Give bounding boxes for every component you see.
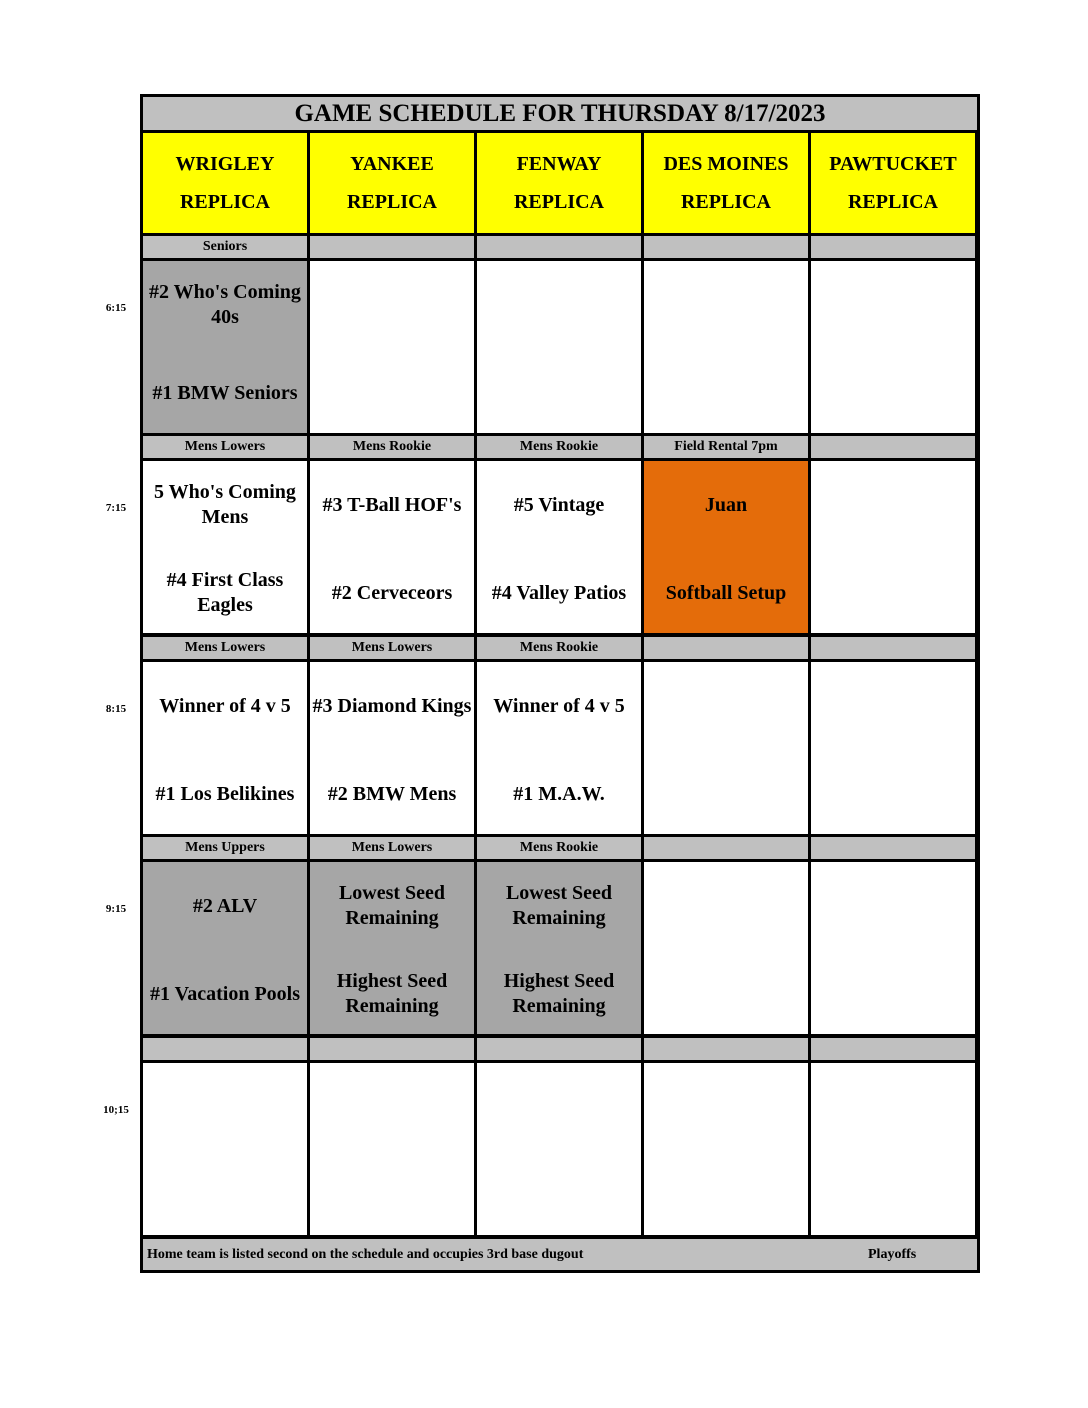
time-label: 10;15 xyxy=(103,1104,129,1116)
home-team: #1 M.A.W. xyxy=(513,782,605,805)
division-label: Mens Lowers xyxy=(143,637,307,659)
home-team xyxy=(811,1157,975,1233)
game-cell xyxy=(644,461,808,633)
home-team xyxy=(644,355,808,431)
game-cell xyxy=(811,261,975,433)
division-label xyxy=(811,436,975,458)
home-team xyxy=(644,756,808,832)
game-cell xyxy=(811,1063,975,1235)
game-cell xyxy=(143,261,307,433)
schedule-title: GAME SCHEDULE FOR THURSDAY 8/17/2023 xyxy=(143,97,977,130)
game-cell xyxy=(644,261,808,433)
field-type: REPLICA xyxy=(680,191,771,213)
away-team: #2 Who's Coming 40s xyxy=(149,281,301,328)
schedule-table xyxy=(140,94,980,1273)
game-cell xyxy=(143,461,307,633)
time-label: 6:15 xyxy=(105,302,127,314)
away-team xyxy=(477,267,641,343)
field-type: REPLICA xyxy=(847,191,938,213)
field-name: FENWAY xyxy=(516,153,602,175)
away-team: Lowest Seed Remaining xyxy=(505,882,613,929)
game-cell xyxy=(310,662,474,834)
away-team xyxy=(644,1069,808,1145)
home-team: #4 Valley Patios xyxy=(491,581,627,604)
division-label xyxy=(310,236,474,258)
away-team xyxy=(811,267,975,343)
home-team xyxy=(310,1157,474,1233)
game-cell xyxy=(143,1063,307,1235)
away-team xyxy=(310,267,474,343)
home-team-note: Home team is listed second on the schedule and occupies 3rd base dugout xyxy=(147,1246,584,1262)
division-label xyxy=(811,637,975,659)
home-team: #1 BMW Seniors xyxy=(152,381,298,404)
game-cell xyxy=(310,862,474,1034)
game-cell xyxy=(644,662,808,834)
field-type: REPLICA xyxy=(346,191,437,213)
playoffs-label: Playoffs xyxy=(868,1246,917,1262)
home-team xyxy=(310,355,474,431)
home-team: Highest Seed Remaining xyxy=(336,970,448,1017)
division-label xyxy=(477,236,641,258)
away-team xyxy=(143,1069,307,1145)
footer-bar xyxy=(143,1239,977,1270)
game-cell xyxy=(811,662,975,834)
game-cell xyxy=(477,862,641,1034)
home-team xyxy=(477,1157,641,1233)
field-type: REPLICA xyxy=(179,191,270,213)
game-cell xyxy=(143,662,307,834)
away-team: #3 Diamond Kings xyxy=(312,694,472,717)
division-label xyxy=(811,837,975,859)
division-label xyxy=(310,1038,474,1060)
game-cell xyxy=(477,1063,641,1235)
away-team: #2 ALV xyxy=(192,894,258,917)
division-label: Mens Uppers xyxy=(143,837,307,859)
time-label: 9:15 xyxy=(105,903,127,915)
away-team xyxy=(644,868,808,944)
away-team: Lowest Seed Remaining xyxy=(338,882,446,929)
away-team: Winner of 4 v 5 xyxy=(493,694,625,717)
home-team xyxy=(811,355,975,431)
field-name: WRIGLEY xyxy=(175,153,275,175)
game-cell xyxy=(811,862,975,1034)
away-team xyxy=(644,267,808,343)
away-team xyxy=(477,1069,641,1145)
away-team: #5 Vintage xyxy=(513,493,605,516)
division-label: Mens Lowers xyxy=(143,436,307,458)
home-team: #1 Los Belikines xyxy=(155,782,295,805)
field-header xyxy=(811,133,975,233)
game-cell xyxy=(644,1063,808,1235)
away-team: 5 Who's Coming Mens xyxy=(154,481,296,528)
time-label: 8:15 xyxy=(105,703,127,715)
division-label xyxy=(644,837,808,859)
field-header xyxy=(143,133,307,233)
home-team xyxy=(644,1157,808,1233)
game-cell xyxy=(644,862,808,1034)
division-label: Mens Rookie xyxy=(477,837,641,859)
division-label xyxy=(644,236,808,258)
away-team: Winner of 4 v 5 xyxy=(159,694,291,717)
away-team xyxy=(811,868,975,944)
division-label: Mens Rookie xyxy=(477,637,641,659)
home-team xyxy=(143,1157,307,1233)
game-cell xyxy=(310,461,474,633)
game-cell xyxy=(811,461,975,633)
division-label xyxy=(477,1038,641,1060)
field-name: DES MOINES xyxy=(663,153,789,175)
division-label: Seniors xyxy=(143,236,307,258)
division-label: Mens Rookie xyxy=(477,436,641,458)
away-team xyxy=(310,1069,474,1145)
away-team xyxy=(644,668,808,744)
division-label: Mens Lowers xyxy=(310,637,474,659)
division-label xyxy=(143,1038,307,1060)
away-team xyxy=(811,668,975,744)
field-header xyxy=(310,133,474,233)
field-type: REPLICA xyxy=(513,191,604,213)
home-team: #2 BMW Mens xyxy=(327,782,457,805)
game-cell xyxy=(310,261,474,433)
game-cell xyxy=(143,862,307,1034)
away-team xyxy=(811,1069,975,1145)
home-team xyxy=(477,355,641,431)
field-name: YANKEE xyxy=(350,153,434,175)
away-team xyxy=(811,467,975,543)
division-label: Mens Rookie xyxy=(310,436,474,458)
game-cell xyxy=(310,1063,474,1235)
time-label: 7:15 xyxy=(105,502,127,514)
division-label: Field Rental 7pm xyxy=(644,436,808,458)
away-team: #3 T-Ball HOF's xyxy=(322,493,462,516)
division-label xyxy=(644,637,808,659)
game-cell xyxy=(477,261,641,433)
away-team: Juan xyxy=(704,493,748,516)
home-team xyxy=(811,956,975,1032)
home-team: #2 Cerveceors xyxy=(331,581,453,604)
field-header xyxy=(644,133,808,233)
home-team: #1 Vacation Pools xyxy=(149,982,301,1005)
home-team xyxy=(811,555,975,631)
home-team xyxy=(811,756,975,832)
division-label xyxy=(811,1038,975,1060)
division-label xyxy=(811,236,975,258)
division-label: Mens Lowers xyxy=(310,837,474,859)
home-team xyxy=(644,956,808,1032)
field-header xyxy=(477,133,641,233)
game-cell xyxy=(477,461,641,633)
field-name: PAWTUCKET xyxy=(829,153,957,175)
home-team: Highest Seed Remaining xyxy=(503,970,615,1017)
home-team: #4 First Class Eagles xyxy=(166,569,284,616)
home-team: Softball Setup xyxy=(665,581,787,604)
division-label xyxy=(644,1038,808,1060)
game-cell xyxy=(477,662,641,834)
